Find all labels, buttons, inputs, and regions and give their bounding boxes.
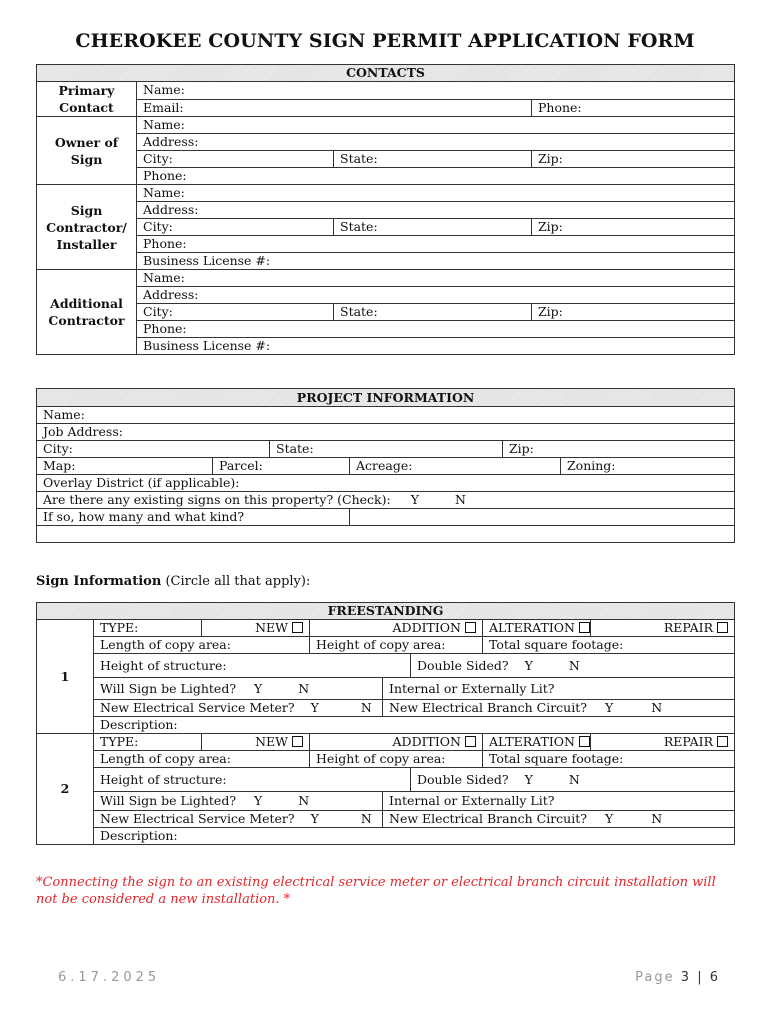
- repair-option[interactable]: [591, 734, 735, 751]
- meter-no[interactable]: N: [360, 700, 372, 715]
- double-sided-no[interactable]: N: [568, 657, 580, 673]
- alteration-label: ALTERATION: [489, 734, 575, 749]
- description-field[interactable]: Description:: [94, 828, 735, 845]
- length-copy-field[interactable]: Length of copy area:: [94, 751, 310, 768]
- primary-email-field[interactable]: Email:: [137, 99, 532, 117]
- sign-number-2: 2: [37, 734, 94, 845]
- addition-checkbox[interactable]: [465, 622, 476, 633]
- total-sqft-field[interactable]: Total square footage:: [483, 637, 735, 654]
- type-label: TYPE:: [94, 620, 202, 637]
- additional-phone-field[interactable]: Phone:: [137, 321, 735, 338]
- double-sided-yes[interactable]: Y: [524, 771, 533, 787]
- lighted-yes[interactable]: Y: [254, 680, 263, 696]
- lighted-label: Will Sign be Lighted?: [100, 680, 237, 696]
- page-prefix: Page: [635, 970, 675, 985]
- additional-license-field[interactable]: Business License #:: [137, 338, 735, 355]
- repair-checkbox[interactable]: [717, 622, 728, 633]
- project-state-field[interactable]: State:: [270, 441, 503, 458]
- acreage-field[interactable]: Acreage:: [350, 458, 561, 475]
- page-total: 6: [709, 970, 720, 985]
- addition-option[interactable]: [310, 734, 483, 751]
- repair-checkbox[interactable]: [717, 736, 728, 747]
- double-sided-row: [411, 654, 735, 678]
- addition-option[interactable]: [310, 620, 483, 637]
- additional-state-field[interactable]: State:: [334, 304, 532, 321]
- height-copy-field[interactable]: Height of copy area:: [310, 637, 483, 654]
- freestanding-header: FREESTANDING: [37, 603, 735, 620]
- owner-label: Owner of Sign: [37, 117, 137, 185]
- meter-row: [94, 811, 383, 828]
- electrical-note: *Connecting the sign to an existing electrical service meter or electrical branch circuit installation will not be considered a new installation. *: [36, 875, 716, 907]
- installer-state-field[interactable]: State:: [334, 219, 532, 236]
- repair-label: REPAIR: [663, 620, 714, 635]
- branch-label: New Electrical Branch Circuit?: [389, 700, 587, 715]
- meter-label: New Electrical Service Meter?: [100, 811, 295, 826]
- branch-label: New Electrical Branch Circuit?: [389, 811, 587, 826]
- owner-city-field[interactable]: City:: [137, 151, 334, 168]
- additional-zip-field[interactable]: Zip:: [532, 304, 735, 321]
- new-label: NEW: [255, 734, 288, 749]
- job-address-field[interactable]: Job Address:: [37, 424, 735, 441]
- total-sqft-field[interactable]: Total square footage:: [483, 751, 735, 768]
- how-many-field[interactable]: [350, 509, 735, 526]
- meter-no[interactable]: N: [360, 811, 372, 826]
- existing-signs-row: [37, 492, 735, 509]
- primary-contact-label: Primary Contact: [37, 82, 137, 117]
- meter-yes[interactable]: Y: [310, 700, 319, 715]
- owner-name-field[interactable]: Name:: [137, 117, 735, 134]
- meter-yes[interactable]: Y: [310, 811, 319, 826]
- additional-address-field[interactable]: Address:: [137, 287, 735, 304]
- map-field[interactable]: Map:: [37, 458, 213, 475]
- lighted-row: [94, 678, 383, 700]
- double-sided-label: Double Sided?: [417, 771, 509, 787]
- lighted-no[interactable]: N: [298, 680, 310, 696]
- height-structure-field[interactable]: Height of structure:: [94, 654, 411, 678]
- lighted-label: Will Sign be Lighted?: [100, 793, 237, 808]
- project-table: [36, 388, 735, 543]
- alteration-checkbox[interactable]: [579, 736, 590, 747]
- new-label: NEW: [255, 620, 288, 635]
- branch-no[interactable]: N: [651, 700, 663, 715]
- installer-name-field[interactable]: Name:: [137, 185, 735, 202]
- alteration-label: ALTERATION: [489, 620, 575, 635]
- sign-information-hint: (Circle all that apply):: [165, 574, 311, 589]
- branch-no[interactable]: N: [651, 811, 663, 826]
- installer-label: Sign Contractor/ Installer: [37, 185, 137, 270]
- branch-row: [383, 811, 735, 828]
- addition-checkbox[interactable]: [465, 736, 476, 747]
- project-zip-field[interactable]: Zip:: [503, 441, 735, 458]
- double-sided-no[interactable]: N: [568, 771, 580, 787]
- owner-phone-field[interactable]: Phone:: [137, 168, 735, 185]
- sign-information-label: [36, 574, 310, 589]
- alteration-option[interactable]: [483, 734, 591, 751]
- repair-label: REPAIR: [663, 734, 714, 749]
- installer-city-field[interactable]: City:: [137, 219, 334, 236]
- new-option[interactable]: [202, 734, 310, 751]
- existing-yes-option[interactable]: Y: [410, 492, 419, 507]
- additional-name-field[interactable]: Name:: [137, 270, 735, 287]
- installer-address-field[interactable]: Address:: [137, 202, 735, 219]
- parcel-field[interactable]: Parcel:: [213, 458, 350, 475]
- lighted-no[interactable]: N: [298, 793, 310, 808]
- primary-name-field[interactable]: Name:: [137, 82, 735, 100]
- contacts-table: [36, 64, 735, 355]
- project-header: PROJECT INFORMATION: [37, 389, 735, 407]
- installer-zip-field[interactable]: Zip:: [532, 219, 735, 236]
- contacts-header: CONTACTS: [37, 65, 735, 82]
- branch-yes[interactable]: Y: [604, 811, 614, 826]
- lighted-yes[interactable]: Y: [254, 793, 263, 808]
- branch-yes[interactable]: Y: [604, 700, 614, 715]
- overlay-district-field[interactable]: Overlay District (if applicable):: [37, 475, 735, 492]
- footer-date: 6.17.2025: [58, 970, 161, 985]
- double-sided-label: Double Sided?: [417, 657, 509, 673]
- additional-city-field[interactable]: City:: [137, 304, 334, 321]
- addition-label: ADDITION: [392, 734, 461, 749]
- installer-license-field[interactable]: Business License #:: [137, 253, 735, 270]
- sign-number-1: 1: [37, 620, 94, 734]
- repair-option[interactable]: [591, 620, 735, 637]
- new-checkbox[interactable]: [292, 622, 303, 633]
- owner-state-field[interactable]: [334, 151, 532, 168]
- existing-no-option[interactable]: N: [454, 492, 466, 507]
- page-separator: |: [697, 970, 704, 985]
- owner-zip-field[interactable]: Zip:: [532, 151, 735, 168]
- type-label: TYPE:: [94, 734, 202, 751]
- alteration-option[interactable]: [483, 620, 591, 637]
- additional-contractor-label: Additional Contractor: [37, 270, 137, 355]
- branch-row: [383, 700, 735, 717]
- freestanding-table: [36, 602, 735, 845]
- meter-row: [94, 700, 383, 717]
- lighted-row: [94, 792, 383, 811]
- height-copy-field[interactable]: Height of copy area:: [310, 751, 483, 768]
- zoning-field[interactable]: Zoning:: [561, 458, 735, 475]
- internal-external-field[interactable]: Internal or Externally Lit?: [383, 792, 735, 811]
- owner-address-field[interactable]: Address:: [137, 134, 735, 151]
- length-copy-field[interactable]: Length of copy area:: [94, 637, 310, 654]
- alteration-checkbox[interactable]: [579, 622, 590, 633]
- height-structure-field[interactable]: Height of structure:: [94, 768, 411, 792]
- existing-signs-question: Are there any existing signs on this property? (Check):: [43, 492, 391, 507]
- double-sided-yes[interactable]: Y: [524, 657, 533, 673]
- primary-phone-field[interactable]: Phone:: [532, 99, 735, 117]
- meter-label: New Electrical Service Meter?: [100, 700, 295, 715]
- installer-phone-field[interactable]: Phone:: [137, 236, 735, 253]
- project-name-field[interactable]: Name:: [37, 407, 735, 424]
- project-blank-row[interactable]: [37, 526, 735, 543]
- footer-page-number: [635, 970, 720, 985]
- project-city-field[interactable]: City:: [37, 441, 270, 458]
- addition-label: ADDITION: [392, 620, 461, 635]
- owner-state-label: State:: [340, 151, 378, 166]
- sign-information-title: Sign Information: [36, 574, 162, 589]
- description-field[interactable]: Description:: [94, 717, 735, 734]
- page-current: 3: [680, 970, 692, 985]
- new-option[interactable]: [202, 620, 310, 637]
- how-many-label: If so, how many and what kind?: [37, 509, 350, 526]
- page-title: CHEROKEE COUNTY SIGN PERMIT APPLICATION FORM: [75, 30, 695, 52]
- internal-external-field[interactable]: Internal or Externally Lit?: [383, 678, 735, 700]
- double-sided-row: [411, 768, 735, 792]
- new-checkbox[interactable]: [292, 736, 303, 747]
